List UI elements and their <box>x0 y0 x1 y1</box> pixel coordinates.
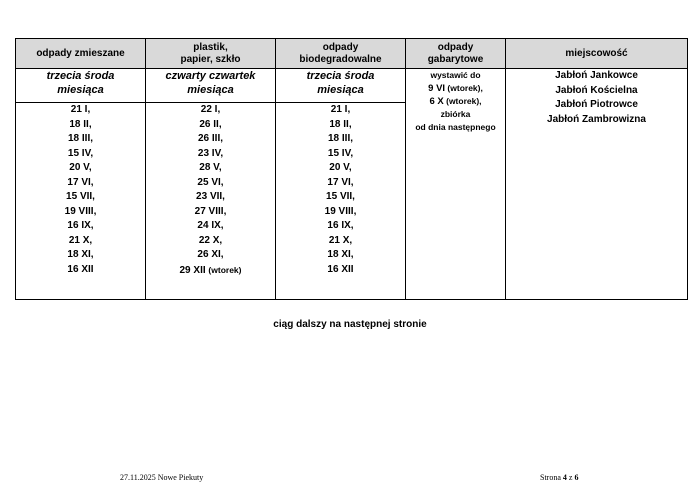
bio-dates <box>276 103 406 300</box>
table-header-row <box>16 39 688 69</box>
collection-date: 16 XII <box>67 263 94 275</box>
collection-date: 28 V, <box>199 162 222 173</box>
collection-date: 15 IV, <box>327 147 354 159</box>
collection-date: 26 II, <box>199 118 222 130</box>
collection-date: 25 VI, <box>197 176 224 188</box>
collection-date: 18 III, <box>327 133 353 144</box>
collection-date: 21 X, <box>328 234 353 246</box>
date-list <box>146 103 275 278</box>
continuation-note: ciąg dalszy na następnej stronie <box>273 319 427 330</box>
collection-date: 27 VIII, <box>194 205 227 217</box>
collection-date: 18 XI, <box>327 249 354 260</box>
collection-date: 18 III, <box>67 133 93 144</box>
date-list <box>16 103 145 277</box>
collection-date: 21 I, <box>330 104 351 115</box>
locality-item: Jabłoń Jankowce <box>555 70 638 81</box>
collection-date: 23 IV, <box>197 147 224 159</box>
frequency-row <box>16 69 688 103</box>
waste-collection-table <box>15 38 688 300</box>
collection-date: 18 XI, <box>67 249 94 260</box>
collection-date: 20 V, <box>69 162 92 173</box>
plastic-frequency: czwarty czwartek miesiąca <box>146 69 276 103</box>
collection-date: 24 IX, <box>197 220 224 231</box>
header-bulky-waste: odpady gabarytowe <box>406 39 506 69</box>
collection-date: 16 XII <box>327 263 354 275</box>
header-biodegradable: odpady biodegradowalne <box>276 39 406 69</box>
bio-frequency: trzecia środa miesiąca <box>276 69 406 103</box>
collection-date: 17 VI, <box>327 176 354 188</box>
locality-item: Jabłoń Zambrowizna <box>547 113 646 125</box>
collection-date: 19 VIII, <box>324 205 357 217</box>
header-plastic-paper-glass: plastik, papier, szkło <box>146 39 276 69</box>
collection-date: 16 IX, <box>67 220 94 231</box>
header-locality: miejscowość <box>506 39 688 69</box>
collection-date: 18 II, <box>329 118 352 130</box>
collection-date: 29 XII (wtorek) <box>179 264 242 276</box>
bulky-date-2: 6 X <box>429 96 444 107</box>
bulky-note-2: (wtorek), <box>446 96 482 106</box>
mixed-waste-dates <box>16 103 146 300</box>
bulky-note-1: (wtorek), <box>447 83 483 93</box>
locality-cell <box>506 69 688 300</box>
collection-date: 15 VII, <box>326 191 355 202</box>
collection-date: 26 XI, <box>197 249 224 260</box>
header-mixed-waste: odpady zmieszane <box>16 39 146 69</box>
locality-item: Jabłoń Piotrowce <box>555 99 638 110</box>
bulky-waste-cell: wystawić do 9 VI (wtorek), 6 X (wtorek), zbiórka od dnia następnego <box>406 69 506 300</box>
collection-date: 16 IX, <box>327 220 354 231</box>
collection-date: 19 VIII, <box>64 205 97 217</box>
collection-date: 17 VI, <box>67 176 94 188</box>
collection-date: 23 VII, <box>196 191 225 202</box>
collection-date: 26 III, <box>197 133 223 144</box>
collection-date: 15 IV, <box>67 147 94 159</box>
collection-date: 15 VII, <box>66 191 95 202</box>
collection-date: 18 II, <box>69 118 92 130</box>
collection-date: 20 V, <box>329 162 352 173</box>
mixed-waste-frequency: trzecia środa miesiąca <box>16 69 146 103</box>
locality-item: Jabłoń Kościelna <box>555 84 638 96</box>
collection-date: 21 X, <box>68 234 93 246</box>
collection-date: 22 I, <box>200 104 221 115</box>
bulky-date-1: 9 VI <box>428 83 446 94</box>
collection-date: 21 I, <box>70 104 91 115</box>
plastic-dates <box>146 103 276 300</box>
collection-date: 22 X, <box>198 234 223 246</box>
date-note: (wtorek) <box>208 264 242 275</box>
footer-page-number: Strona 4 z 6 <box>540 473 579 482</box>
footer-date-place: 27.11.2025 Nowe Piekuty <box>120 473 204 482</box>
date-list <box>276 103 405 277</box>
